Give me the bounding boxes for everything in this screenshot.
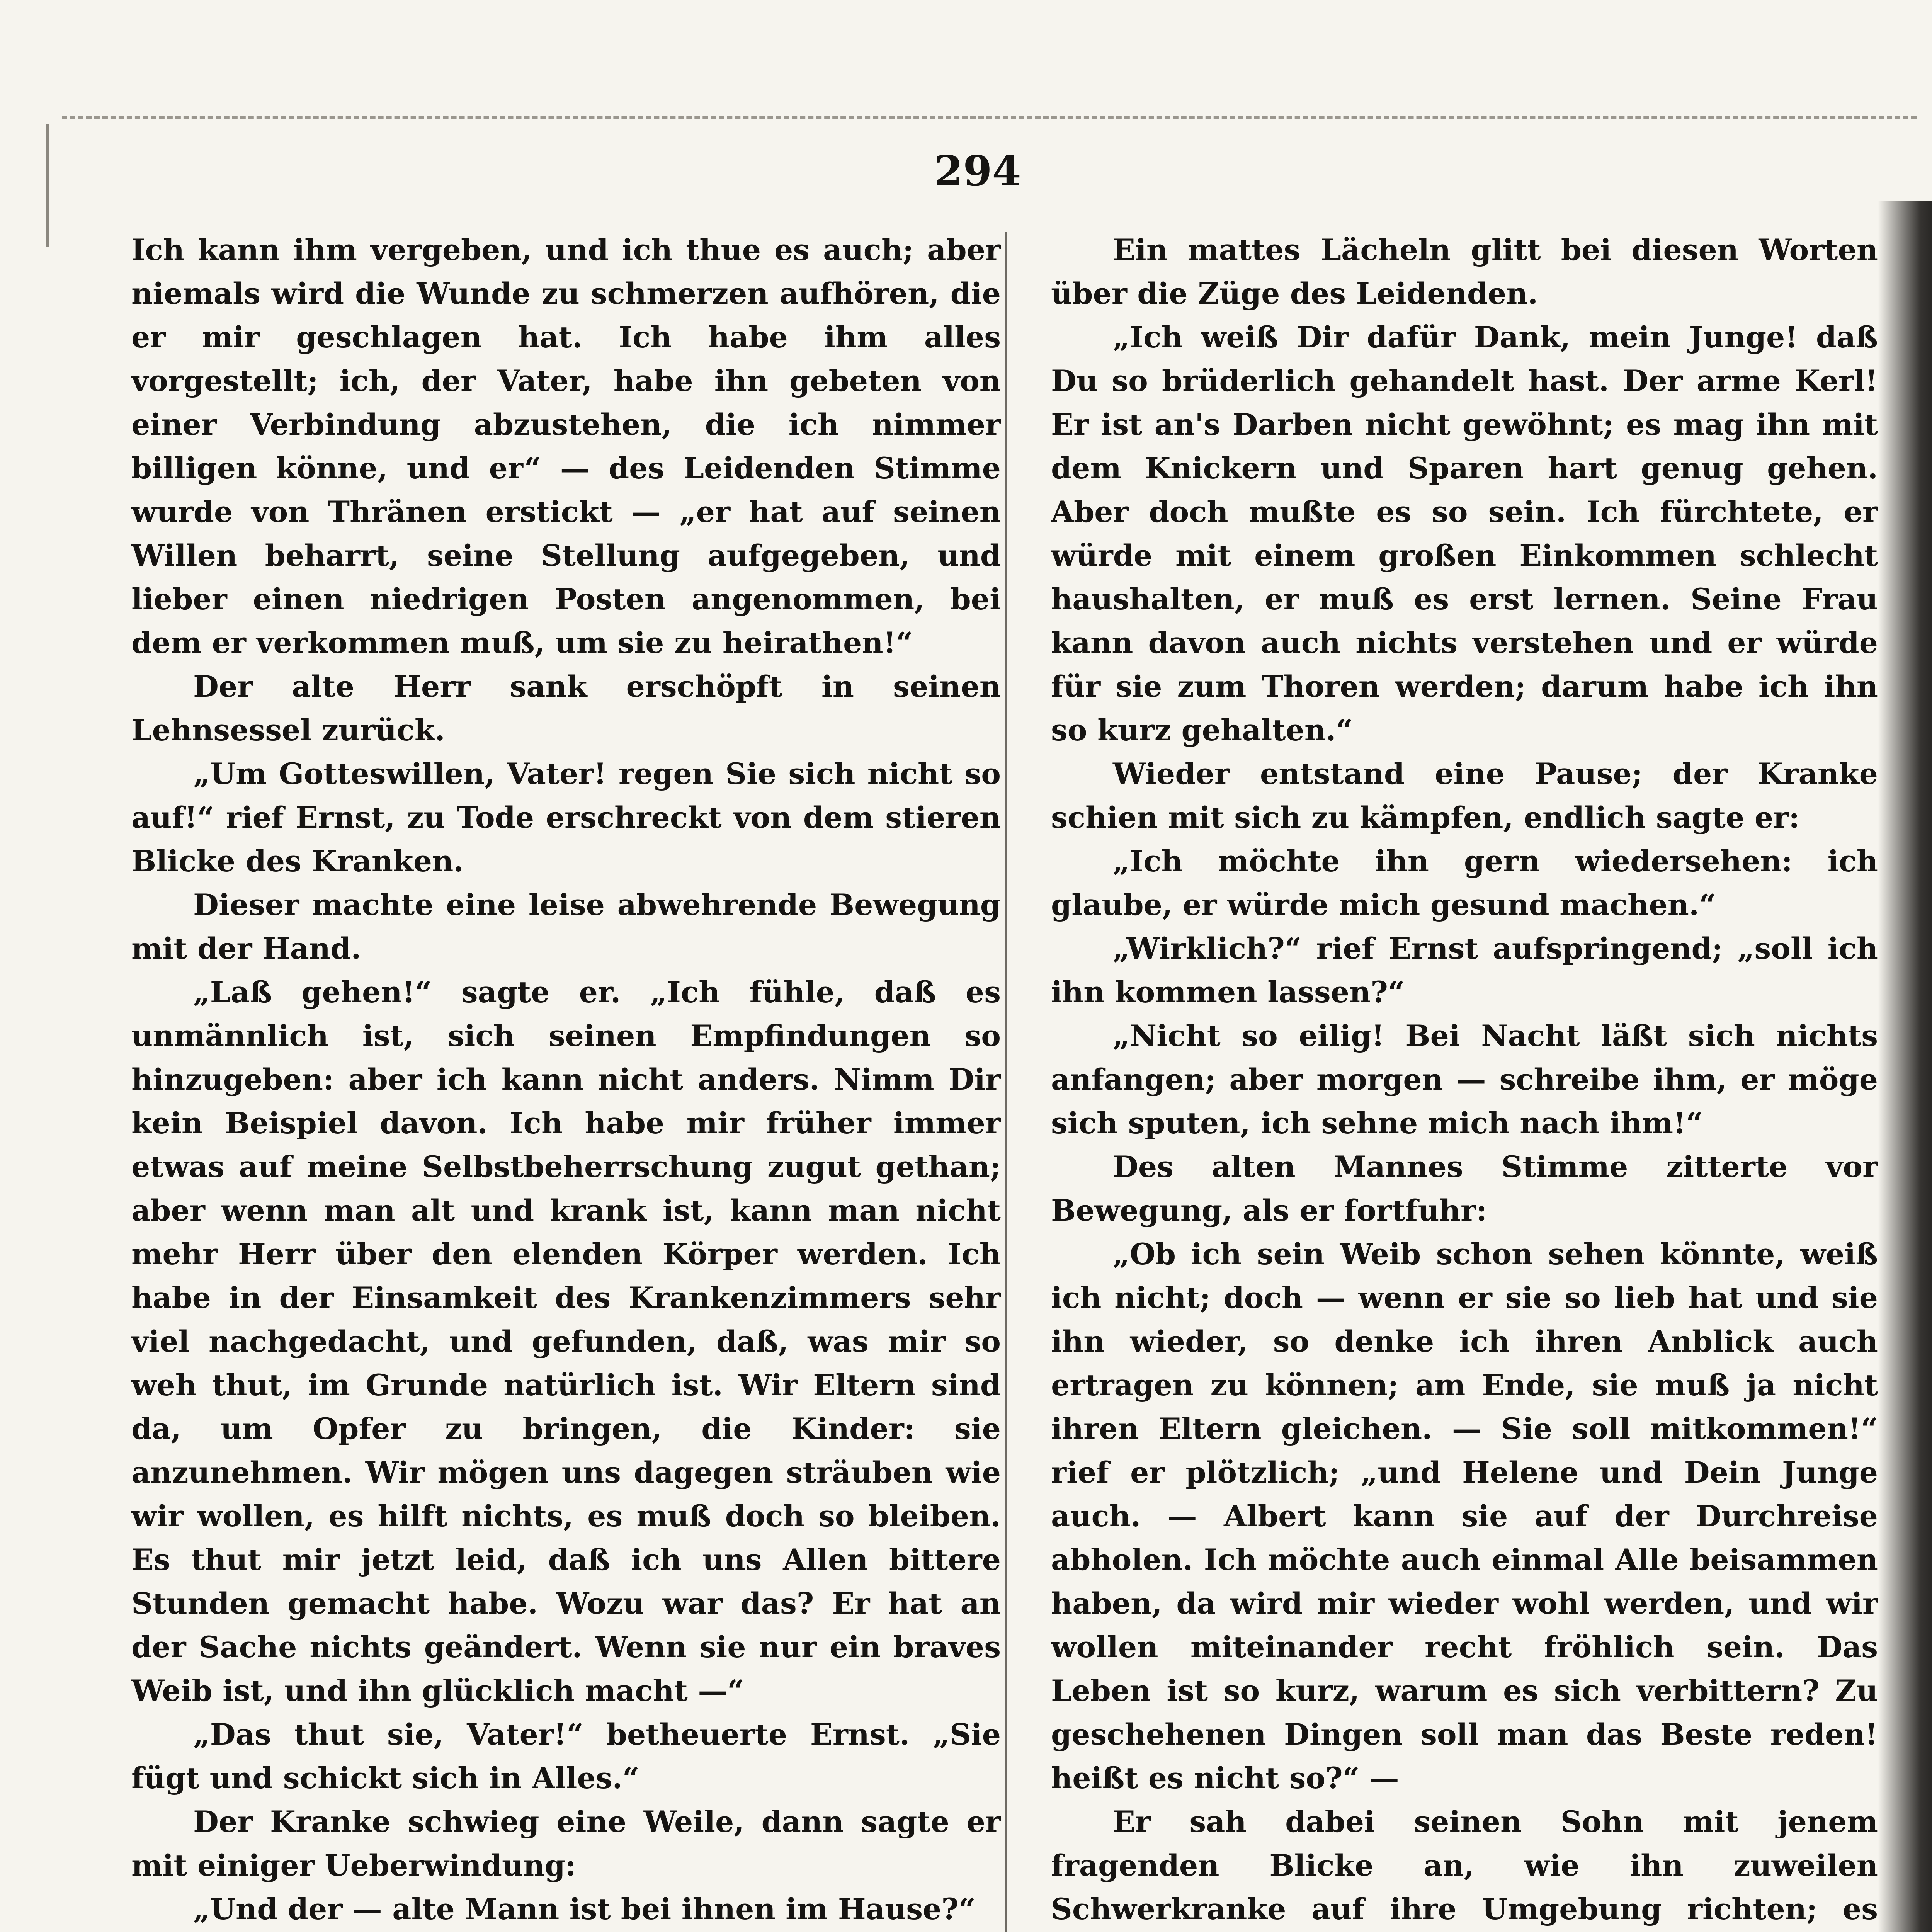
paragraph: „Und der — alte Mann ist bei ihnen im Hause?“	[193, 1892, 976, 1926]
left-text-column	[131, 228, 1001, 1932]
paragraph: „Ob ich sein Weib schon sehen könnte, weiß ich nicht; doch — wenn er sie so lieb hat und sie ihn wieder, so denke ich ihren Anblick auch ertragen zu können; am Ende, sie muß ja nicht ihren Eltern gleichen. — Sie soll mitkommen!“ rief er plötzlich; „und Helene und Dein Junge auch. — Albert kann sie auf der Durchreise abholen. Ich möchte auch einmal Alle beisammen haben, da wird mir wieder wohl werden, und wir wollen miteinander recht fröhlich sein. Das Leben ist so kurz, warum es sich verbittern? Zu geschehenen Dingen soll man das Beste reden! heißt es nicht so?“ —	[1051, 1237, 1878, 1795]
scan-edge-shadow	[1878, 201, 1932, 1932]
paragraph: „Um Gotteswillen, Vater! regen Sie sich nicht so auf!“ rief Ernst, zu Tode erschreckt von dem stieren Blicke des Kranken.	[131, 757, 1001, 878]
right-text-column	[1051, 228, 1878, 1932]
paragraph: Dieser machte eine leise abwehrende Bewegung mit der Hand.	[131, 888, 1001, 966]
paragraph: „Das thut sie, Vater!“ betheuerte Ernst. „Sie fügt und schickt sich in Alles.“	[131, 1717, 1001, 1795]
paragraph: „Ich weiß Dir dafür Dank, mein Junge! daß Du so brüderlich gehandelt hast. Der arme Kerl! Er ist an's Darben nicht gewöhnt; es mag ihn mit dem Knickern und Sparen hart genug gehen. Aber doch mußte es so sein. Ich fürchtete, er würde mit einem großen Einkommen schlecht haushalten, er muß es erst lernen. Seine Frau kann davon auch nichts verstehen und er würde für sie zum Thoren werden; darum habe ich ihn so kurz gehalten.“	[1051, 320, 1878, 747]
paragraph: Ein mattes Lächeln glitt bei diesen Worten über die Züge des Leidenden.	[1051, 233, 1878, 311]
scan-artifact	[46, 124, 49, 247]
paragraph: „Laß gehen!“ sagte er. „Ich fühle, daß es unmännlich ist, sich seinen Empfindungen so hinzugeben: aber ich kann nicht anders. Nimm Dir kein Beispiel davon. Ich habe mir früher immer etwas auf meine Selbstbeherrschung zugut gethan; aber wenn man alt und krank ist, kann man nicht mehr Herr über den elenden Körper werden. Ich habe in der Einsamkeit des Krankenzimmers sehr viel nachgedacht, und gefunden, daß, was mir so weh thut, im Grunde natürlich ist. Wir Eltern sind da, um Opfer zu bringen, die Kinder: sie anzunehmen. Wir mögen uns dagegen sträuben wie wir wollen, es hilft nichts, es muß doch so bleiben. Es thut mir jetzt leid, daß ich uns Allen bittere Stunden gemacht habe. Wozu war das? Er hat an der Sache nichts geändert. Wenn sie nur ein braves Weib ist, und ihn glücklich macht —“	[131, 975, 1001, 1708]
paragraph: „Nicht so eilig! Bei Nacht läßt sich nichts anfangen; aber morgen — schreibe ihm, er möge sich sputen, ich sehne mich nach ihm!“	[1051, 1019, 1878, 1140]
paragraph: „Ich möchte ihn gern wiedersehen: ich glaube, er würde mich gesund machen.“	[1051, 844, 1878, 922]
column-divider	[1005, 232, 1007, 1932]
header-rule	[62, 116, 1917, 119]
page-number: 294	[934, 147, 1021, 196]
paragraph: Ich kann ihm vergeben, und ich thue es auch; aber niemals wird die Wunde zu schmerzen aufhören, die er mir geschlagen hat. Ich habe ihm alles vorgestellt; ich, der Vater, habe ihn gebeten von einer Verbindung abzustehen, die ich nimmer billigen könne, und er“ — des Leidenden Stimme wurde von Thränen erstickt — „er hat auf seinen Willen beharrt, seine Stellung aufgegeben, und lieber einen niedrigen Posten angenommen, bei dem er verkommen muß, um sie zu heirathen!“	[131, 233, 1001, 660]
paragraph: Er sah dabei seinen Sohn mit jenem fragenden Blicke an, wie ihn zuweilen Schwerkranke auf ihre Umgebung richten; es	[1051, 1804, 1878, 1926]
paragraph: Des alten Mannes Stimme zitterte vor Bewegung, als er fortfuhr:	[1051, 1150, 1878, 1228]
paragraph: Wieder entstand eine Pause; der Kranke schien mit sich zu kämpfen, endlich sagte er:	[1051, 757, 1878, 835]
paragraph: Der alte Herr sank erschöpft in seinen Lehnsessel zurück.	[131, 669, 1001, 747]
paragraph: „Wirklich?“ rief Ernst aufspringend; „soll ich ihn kommen lassen?“	[1051, 931, 1878, 1009]
paragraph: Der Kranke schwieg eine Weile, dann sagte er mit einiger Ueberwindung:	[131, 1804, 1001, 1883]
